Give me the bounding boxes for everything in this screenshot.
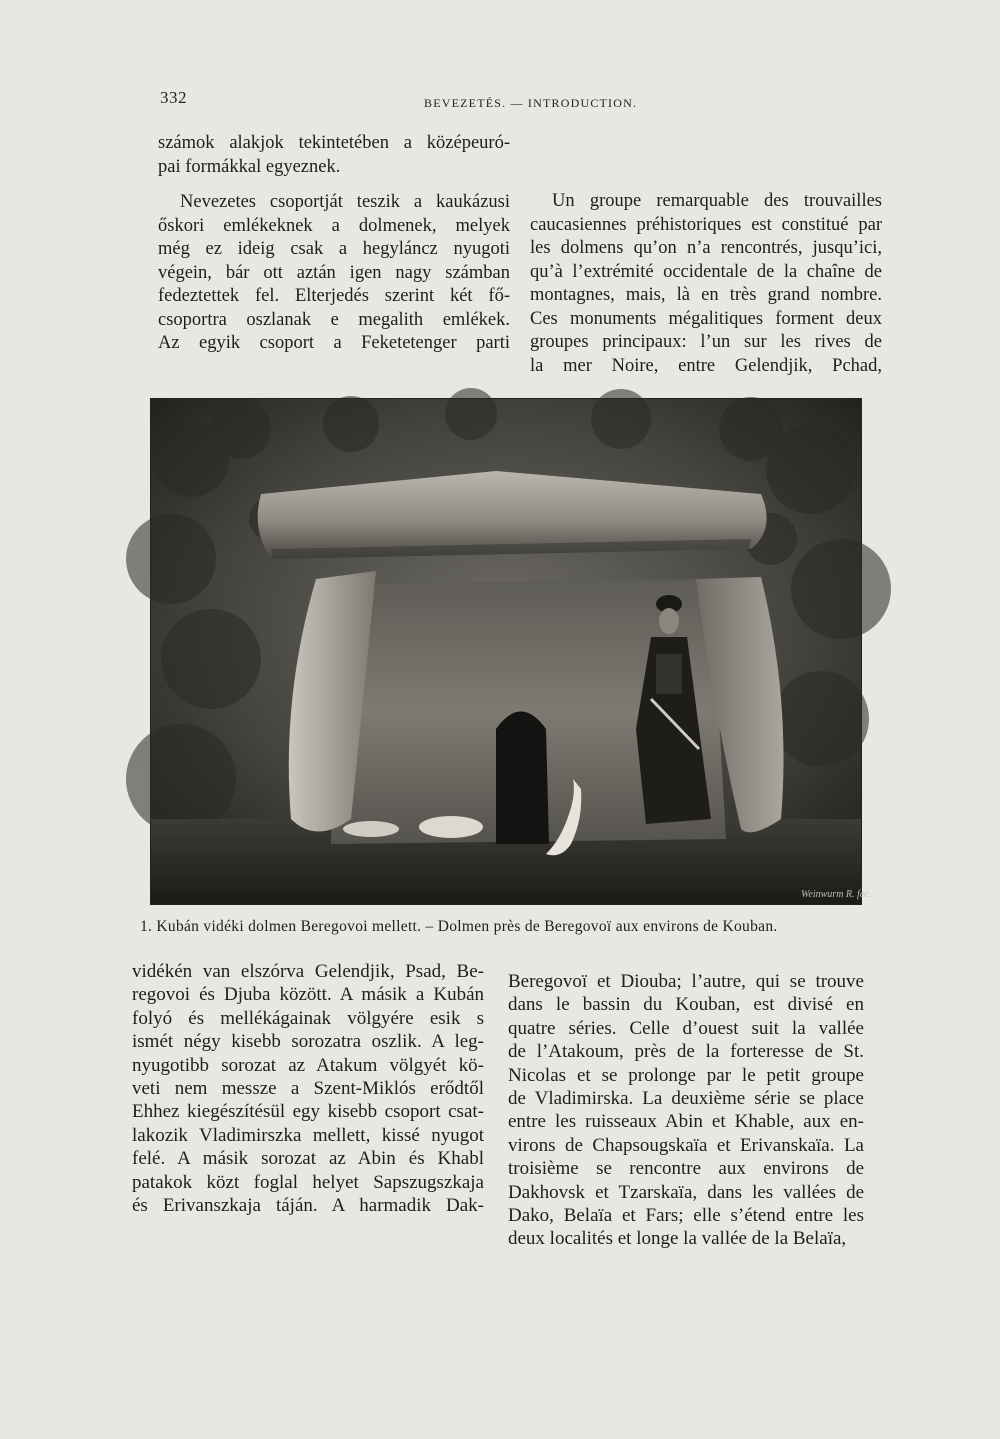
figure-caption: 1. Kubán vidéki dolmen Beregovoi mellett. – Dolmen près de Beregovoï aux environs de Kouban. — [140, 918, 778, 935]
text-line: les dolmens qu’on n’a rencontrés, jusqu’ici, — [530, 238, 882, 258]
text-line: őskori emlékeknek a dolmenek, melyek — [158, 215, 510, 236]
text-line: entre les ruisseaux Abin et Khable, aux en- — [508, 1111, 864, 1133]
text-line: számok alakjok tekintetében a középeuró- — [158, 133, 510, 153]
text-line: montagnes, mais, là en très grand nombre. — [530, 285, 882, 305]
text-line: fedeztettek fel. Elterjedés szerint két fő- — [158, 286, 510, 306]
text-line: regovoi és Djuba között. A másik a Kubán — [132, 984, 484, 1006]
ground-stone — [343, 821, 399, 837]
french-text-bottom — [508, 970, 864, 1251]
text-line: Nicolas et se prolonge par le petit groupe — [508, 1064, 864, 1086]
text-line: felé. A másik sorozat az Abin és Khabl — [132, 1148, 484, 1170]
text-line: patakok közt foglal helyet Sapszugszkaja — [132, 1171, 484, 1193]
text-line: de l’Atakoum, près de la forteresse de St. — [508, 1041, 864, 1063]
text-line: végein, bár ott aztán igen nagy számban — [158, 262, 510, 283]
text-line: Dakhovsk et Tzarskaïa, dans les vallées de — [508, 1181, 864, 1203]
text-line: Un groupe remarquable des trouvailles — [552, 191, 882, 211]
text-line: ismét négy kisebb sorozatra oszlik. A leg- — [132, 1031, 484, 1053]
text-line: deux localités et longe la vallée de la Belaïa, — [508, 1228, 847, 1250]
text-line: Beregovoï et Diouba; l’autre, qui se trouve — [508, 971, 864, 992]
text-line: vidékén van elszórva Gelendjik, Psad, Be- — [132, 961, 484, 982]
text-line: még ez ideig csak a hegyláncz nyugoti — [158, 239, 510, 259]
hungarian-text-bottom — [132, 960, 484, 1217]
text-line: pai formákkal egyeznek. — [158, 156, 341, 177]
text-line: qu’à l’extrémité occidentale de la chaîne de — [530, 261, 882, 282]
text-line: Ehhez kiegészítésül egy kisebb csoport csat- — [132, 1101, 484, 1123]
dolmen-photograph — [150, 398, 872, 905]
text-line: dans le bassin du Kouban, est divisé en — [508, 994, 864, 1016]
hungarian-text-top — [158, 132, 510, 356]
text-line: nyugotibb sorozat az Atakum völgyét kö- — [132, 1054, 484, 1076]
text-line: lakozik Vladimirszka mellett, kissé nyugot — [132, 1124, 484, 1146]
engraver-signature: Weinwurm R. fec. — [801, 889, 872, 900]
text-line: de Vladimirska. La deuxième série se place — [508, 1088, 864, 1110]
text-line: la mer Noire, entre Gelendjik, Pchad, — [530, 355, 882, 376]
text-line: veti nem messze a Szent-Miklós erődtől — [132, 1078, 484, 1100]
text-line: groupes principaux: l’un sur les rives de — [530, 332, 882, 352]
french-text-top — [530, 190, 882, 378]
ground-stone — [419, 816, 483, 838]
text-line: troisième se rencontre aux environs de — [508, 1158, 864, 1180]
text-line: csoportra oszlanak e megalith emlékek. — [158, 309, 510, 330]
running-head: BEVEZETÉS. — INTRODUCTION. — [424, 96, 638, 110]
text-line: Dako, Belaïa et Fars; elle s’étend entre les — [508, 1205, 864, 1227]
text-line: folyó és mellékágainak völgyére esik s — [132, 1007, 484, 1029]
text-line: caucasiennes préhistoriques est constitué par — [530, 214, 882, 235]
text-line: Nevezetes csoportját teszik a kaukázusi — [180, 192, 510, 212]
text-line: Ces monuments mégalitiques forment deux — [530, 308, 882, 329]
dolmen-doorway — [496, 712, 549, 845]
text-line: virons de Chapsougskaïa et Erivanskaïa. La — [508, 1134, 864, 1156]
text-line: Az egyik csoport a Feketetenger parti — [158, 333, 510, 353]
text-line: quatre séries. Celle d’ouest suit la vallée — [508, 1017, 864, 1039]
page-number: 332 — [160, 88, 187, 107]
text-line: és Erivanszkaja táján. A harmadik Dak- — [132, 1195, 484, 1217]
